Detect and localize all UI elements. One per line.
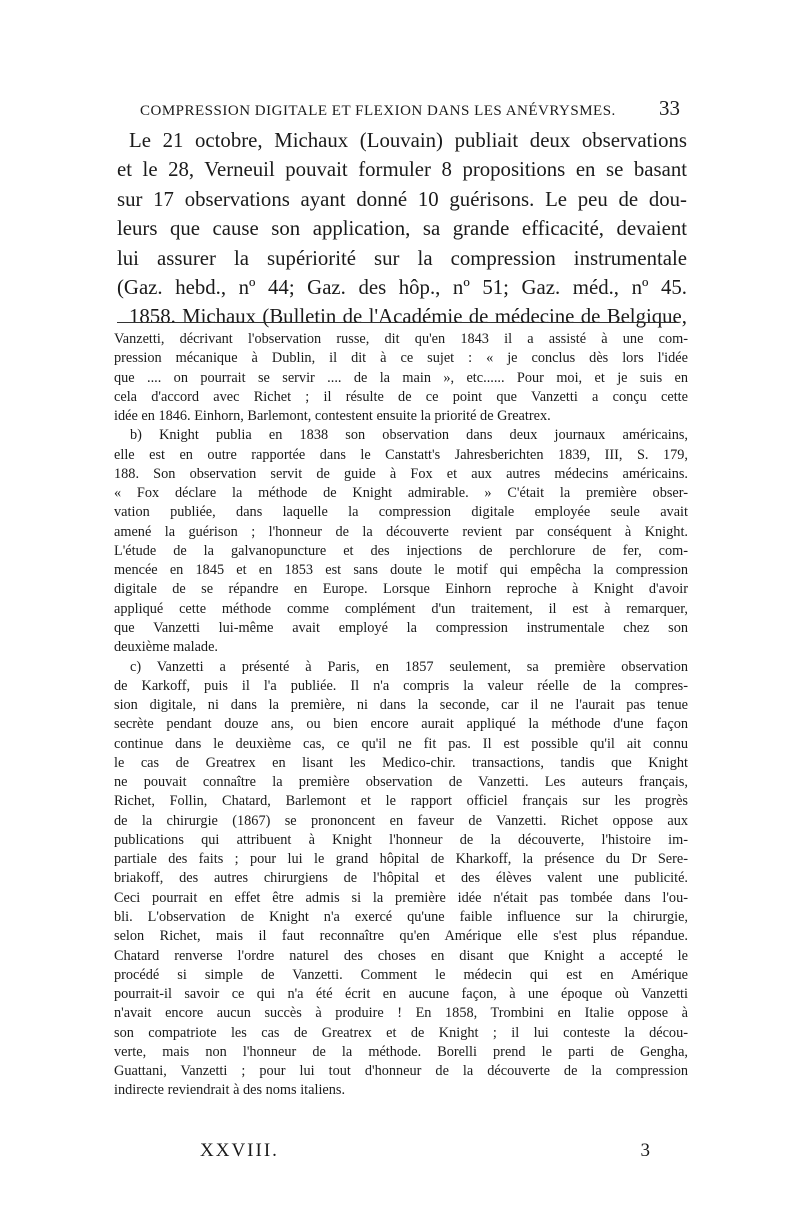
page-number: 33 <box>659 96 680 120</box>
footnotes <box>114 330 688 1101</box>
footnote-line: continue dans le deuxième cas, ce qu'il ne fit pas. Il est possible qu'il ait connu <box>114 735 688 752</box>
footnote-line: secrète pendant douze ans, ou bien encore aurait appliqué la méthode d'une façon <box>114 716 688 733</box>
main-line: sur 17 observations ayant donné 10 guérisons. Le peu de dou- <box>117 187 687 211</box>
footnote-line: de la chirurgie (1867) se prononcent en faveur de Vanzetti. Richet oppose aux <box>114 812 688 829</box>
footnote-line: deuxième malade. <box>114 639 219 656</box>
footnote-line: pression mécanique à Dublin, il dit à ce sujet : « je conclus dès lors l'idée <box>114 350 688 367</box>
footnote-line: Chatard renverse l'ordre naturel des choses en disant que Knight a accepté le <box>114 947 688 964</box>
page-footer <box>200 1140 650 1162</box>
footnote-line: vation publiée, dans laquelle la compression digitale employée seule avait <box>114 504 688 521</box>
footnote-line: mencée en 1845 et en 1853 est sans doute le motif qui empêcha la compression <box>114 562 688 579</box>
signature-mark: XXVIII. <box>200 1140 279 1161</box>
footnote-line: L'étude de la galvanopuncture et des injections de perchlorure de fer, com- <box>114 542 688 559</box>
footnote-line: que .... on pourrait se servir .... de la main », etc...... Pour moi, et je suis en <box>114 369 688 386</box>
footnote-line: idée en 1846. Einhorn, Barlemont, contestent ensuite la priorité de Greatrex. <box>114 408 551 425</box>
footnote-line: c) Vanzetti a présenté à Paris, en 1857 seulement, sa première observation <box>130 658 688 675</box>
footnote-line: que Vanzetti lui-même avait employé la compression instrumentale chez son <box>114 619 688 636</box>
footnote-line: verte, mais non l'honneur de la méthode. Borelli prend le parti de Gengha, <box>114 1043 688 1060</box>
main-line: 1858. Michaux (Bulletin de l'Académie de médecine de Belgique, <box>129 305 687 329</box>
footnote-line: son compatriote les cas de Greatrex et de Knight ; il lui conteste la décou- <box>114 1024 688 1041</box>
footnote-line: Vanzetti, décrivant l'observation russe, dit qu'en 1843 il a assisté à une com- <box>114 331 688 347</box>
running-title: COMPRESSION DIGITALE ET FLEXION DANS LES ANÉVRYSMES. <box>140 103 616 119</box>
main-text <box>117 126 687 332</box>
footnote-line: appliqué cette méthode comme complément d'un traitement, il est à remarquer, <box>114 600 688 617</box>
footnote-line: Ceci pourrait en effet être admis si la première idée n'était pas tombée dans l'ou- <box>114 889 688 906</box>
footnote-line: elle est en outre rapportée dans le Canstatt's Jahresberichten 1839, III, S. 179, <box>114 446 688 463</box>
footnote-line: Richet, Follin, Chatard, Barlemont et le rapport officiel français sur les progrès <box>114 793 688 810</box>
footnote-line: ne pouvait connaître la première observation de Vanzetti. Les auteurs français, <box>114 774 688 791</box>
footnote-line: de Karkoff, puis il l'a publiée. Il n'a compris la valeur réelle de la compres- <box>114 677 688 694</box>
main-line: leurs que cause son application, sa grande efficacité, devaient <box>117 217 687 241</box>
main-line: (Gaz. hebd., nº 44; Gaz. des hôp., nº 51; Gaz. méd., nº 45. <box>117 275 687 299</box>
footnote-line: cela d'accord avec Richet ; il résulte de ce point que Vanzetti a conçu cette <box>114 388 688 405</box>
footnote-line: publications qui attribuent à Knight l'honneur de la découverte, l'histoire im- <box>114 831 688 848</box>
footnote-line: amené la guérison ; l'honneur de la découverte revient par conséquent à Knight. <box>114 523 688 540</box>
footnote-line: procédé si simple de Vanzetti. Comment le médecin qui est en Amérique <box>114 966 688 983</box>
main-line: et le 28, Verneuil pouvait formuler 8 propositions en se basant <box>117 158 687 182</box>
main-line: Le 21 octobre, Michaux (Louvain) publiait deux observations <box>129 129 687 152</box>
footnote-line: digitale de se répandre en Europe. Lorsque Einhorn reproche à Knight d'avoir <box>114 581 688 598</box>
footnote-line: b) Knight publia en 1838 son observation dans deux journaux américains, <box>130 427 688 444</box>
footnote-line: n'avait encore aucun succès à produire ! En 1858, Trombini en Italie oppose à <box>114 1005 688 1022</box>
footnote-separator <box>117 322 677 323</box>
footnote-line: indirecte reviendrait à des noms italiens. <box>114 1082 346 1099</box>
footnote-line: selon Richet, mais il faut reconnaître qu'en Amérique elle s'est plus répandue. <box>114 928 688 945</box>
footnote-line: sion digitale, ni dans la première, ni dans la seconde, car il ne l'aurait pas tenue <box>114 697 688 714</box>
footnote-line: Guattani, Vanzetti ; pour lui tout d'honneur de la découverte de la compression <box>114 1063 688 1080</box>
footnote-line: partiale des faits ; pour lui le grand hôpital de Kharkoff, la présence du Dr Sere- <box>114 851 688 868</box>
footnote-line: 188. Son observation servit de guide à Fox et aux autres médecins américains. <box>114 465 688 482</box>
footnote-line: briakoff, des autres chirurgiens de l'hôpital et des élèves valent une publicité. <box>114 870 688 887</box>
sheet-number: 3 <box>640 1140 650 1161</box>
footnote-line: pourrait-il savoir ce qui n'a été écrit en aucune façon, à une époque où Vanzetti <box>114 986 688 1003</box>
footnote-line: le cas de Greatrex en lisant les Medico-chir. transactions, tandis que Knight <box>114 754 688 771</box>
running-head <box>140 96 680 120</box>
footnote-line: « Fox déclare la méthode de Knight admirable. » C'était la première obser- <box>114 485 688 502</box>
main-line: lui assurer la supériorité sur la compression instrumentale <box>117 246 687 270</box>
footnote-line: bli. L'observation de Knight n'a exercé qu'une faible influence sur la chirurgie, <box>114 908 688 925</box>
